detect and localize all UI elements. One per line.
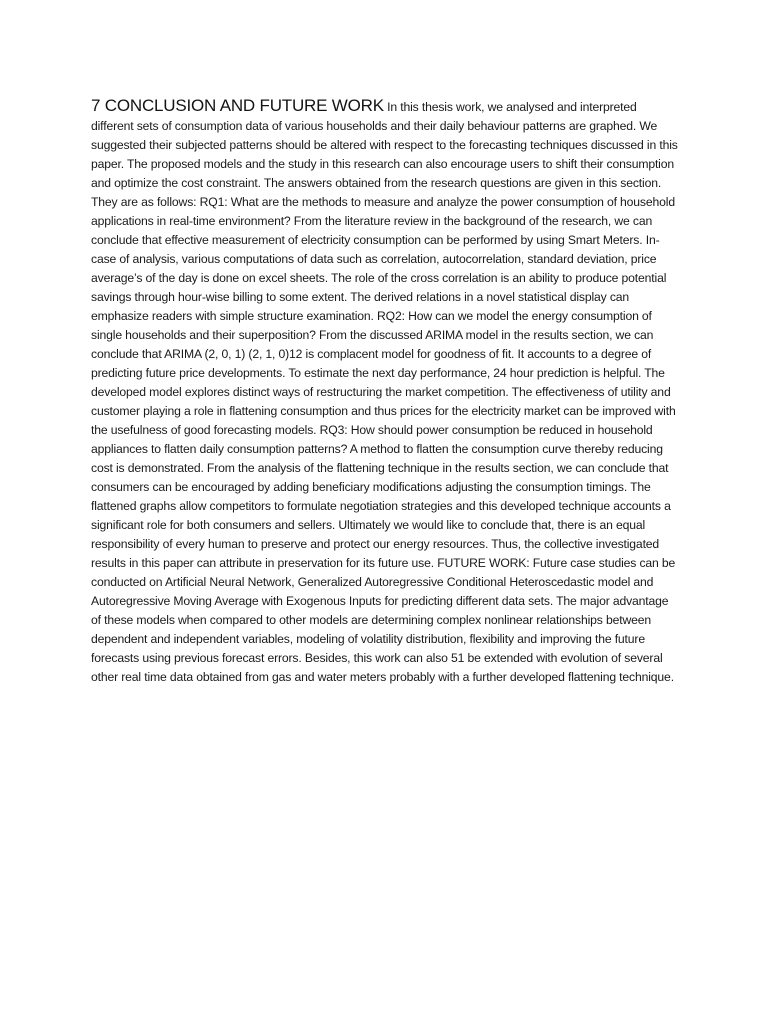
body-text: In this thesis work, we analysed and interpreted different sets of consumption data of various households and their daily behaviour patterns are graphed. We suggested their subjected patterns should be altered with respect to the forecasting techniques discussed in this paper. The proposed models and the study in this research can also encourage users to shift their consumption and optimize the cost constraint. The answers obtained from the research questions are given in this section. They are as follows: RQ1: What are the methods to measure and analyze the power consumption of household applications in real-time environment? From the literature review in the background of the research, we can conclude that effective measurement of electricity consumption can be performed by using Smart Meters. In-case of analysis, various computations of data such as correlation, autocorrelation, standard deviation, price average’s of the day is done on excel sheets. The role of the cross correlation is an ability to produce potential savings through hour-wise billing to some extent. The derived relations in a novel statistical display can emphasize readers with simple structure examination. RQ2: How can we model the energy consumption of single households and their superposition? From the discussed ARIMA model in the results section, we can conclude that ARIMA (2, 0, 1) (2, 1, 0)12 is complacent model for goodness of fit. It accounts to a degree of predicting future price developments. To estimate the next day performance, 24 hour prediction is helpful. The developed model explores distinct ways of restructuring the market competition. The effectiveness of utility and customer playing a role in flattening consumption and thus prices for the electricity market can be improved with the usefulness of good forecasting models. RQ3: How should power consumption be reduced in household appliances to flatten daily consumption patterns? A method to flatten the consumption curve thereby reducing cost is demonstrated. From the analysis of the flattening technique in the results section, we can conclude that consumers can be encouraged by adding beneficiary modifications adjusting the consumption timings. The flattened graphs allow competitors to formulate negotiation strategies and this developed technique accounts a significant role for both consumers and sellers. Ultimately we would like to conclude that, there is an equal responsibility of every human to preserve and protect our energy resources. Thus, the collective investigated results in this paper can attribute in preservation for its future use. FUTURE WORK: Future case studies can be conducted on Artificial Neural Network, Generalized Autoregressive Conditional Heteroscedastic model and Autoregressive Moving Average with Exogenous Inputs for predicting different data sets. The major advantage of these models when compared to other models are determining complex nonlinear relationships between dependent and independent variables, modeling of volatility distribution, flexibility and improving the future forecasts using previous forecast errors. Besides, this work can also 51 be extended with evolution of several other real time data obtained from gas and water meters probably with a further developed flattening technique. bbox=[91, 100, 678, 684]
document-paragraph bbox=[91, 96, 679, 687]
section-heading: 7 CONCLUSION AND FUTURE WORK bbox=[91, 96, 384, 115]
